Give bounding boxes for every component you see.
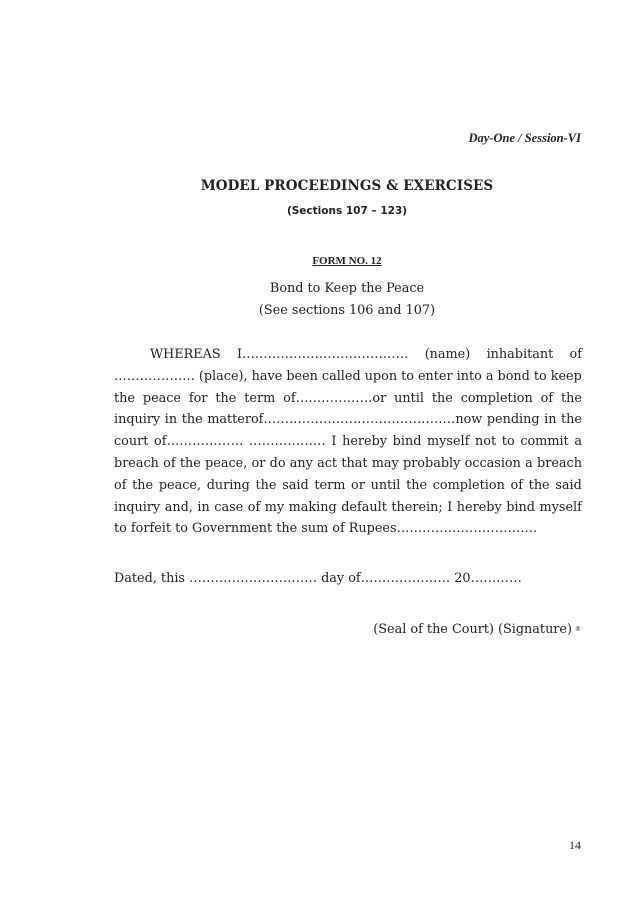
paragraph-word: not <box>475 434 497 450</box>
paragraph-word: of <box>510 477 523 493</box>
paragraph-word: a <box>525 455 533 471</box>
paragraph-word: therein; <box>391 499 443 515</box>
paragraph-line <box>114 453 582 475</box>
paragraph-word: act <box>317 455 338 471</box>
paragraph-word: the <box>406 477 428 493</box>
paragraph-word: term <box>244 390 276 406</box>
paragraph-word: the <box>561 412 582 428</box>
form-name: Bond to Keep the Peace <box>269 281 425 296</box>
paragraph-word: I <box>331 434 337 450</box>
paragraph-word: my <box>264 499 285 515</box>
paragraph-word: for <box>188 390 208 406</box>
paragraph-line <box>114 431 582 453</box>
paragraph-word: of <box>247 499 261 515</box>
paragraph-word: the <box>181 412 203 428</box>
paragraph-line <box>114 344 582 366</box>
paragraph-word: any <box>289 455 313 471</box>
paragraph-word: have <box>251 368 283 384</box>
paragraph-word: WHEREAS <box>150 347 221 362</box>
paragraph-word: the <box>132 477 154 493</box>
bond-paragraph <box>114 344 582 540</box>
paragraph-word: to <box>401 368 414 384</box>
paragraph-word: the <box>215 390 237 406</box>
document-title: MODEL PROCEEDINGS & EXERCISES <box>200 178 494 194</box>
paragraph-word: in <box>164 412 178 428</box>
paragraph-word: (name) <box>424 347 471 362</box>
paragraph-word: inquiry <box>114 499 161 515</box>
paragraph-line <box>114 518 582 540</box>
seal-signature-line <box>373 622 581 637</box>
paragraph-word: said <box>282 477 309 493</box>
paragraph-word: hereby <box>342 434 388 450</box>
paragraph-word: completion <box>432 477 505 493</box>
paragraph-word: said <box>555 477 582 493</box>
paragraph-word: bond <box>497 368 530 384</box>
paragraph-word: occasion <box>464 455 521 471</box>
paragraph-word: and, <box>164 499 193 515</box>
paragraph-word: may <box>371 455 399 471</box>
paragraph-line <box>114 497 582 519</box>
paragraph-word: called <box>321 368 361 384</box>
paragraph-line <box>114 475 582 497</box>
paragraph-word: upon <box>364 368 398 384</box>
seal-signature-text: (Seal of the Court) (Signature) <box>373 622 572 637</box>
paragraph-word: (place), <box>198 368 248 384</box>
paragraph-word: the <box>255 477 277 493</box>
paragraph-word: court <box>114 434 149 450</box>
paragraph-word: enter <box>417 368 453 384</box>
paragraph-word: or <box>251 455 266 471</box>
paragraph-word: keep <box>550 368 582 384</box>
paragraph-word: the <box>528 477 550 493</box>
paragraph-word: myself <box>427 434 470 450</box>
paragraph-word: of <box>163 455 176 471</box>
paragraph-word: peace, <box>158 477 202 493</box>
paragraph-word: making <box>288 499 337 515</box>
paragraph-word: peace, <box>205 455 248 471</box>
paragraph-word: I………………………………… <box>236 347 409 362</box>
paragraph-word: of <box>569 347 582 362</box>
paragraph-word: a <box>485 368 494 384</box>
paragraph-word: term <box>314 477 346 493</box>
paragraph-word: pending <box>486 412 540 428</box>
paragraph-word: inquiry <box>114 412 161 428</box>
paragraph-word: to forfeit to Government the sum of Rupees…………………………… <box>114 521 538 537</box>
paragraph-word: that <box>341 455 368 471</box>
paragraph-word: probably <box>403 455 461 471</box>
paragraph-word: peace <box>142 390 182 406</box>
paragraph-word: breach <box>537 455 582 471</box>
paragraph-word: into <box>456 368 482 384</box>
paragraph-word: the <box>561 390 582 406</box>
paragraph-word: until <box>370 477 401 493</box>
paragraph-word: or <box>351 477 365 493</box>
paragraph-word: breach <box>114 455 159 471</box>
paragraph-word: inhabitant <box>486 347 554 362</box>
paragraph-word: of……………… <box>154 434 244 450</box>
paragraph-word: completion <box>460 390 533 406</box>
paragraph-word: been <box>286 368 318 384</box>
paragraph-word: of………………or <box>283 390 387 406</box>
paragraph-word: of <box>114 477 127 493</box>
paragraph-word: of <box>540 390 554 406</box>
paragraph-word: matterof………………………………………now <box>207 412 483 428</box>
form-number: FORM NO. 12 <box>312 255 382 267</box>
paragraph-word: in <box>197 499 210 515</box>
paragraph-word: in <box>544 412 557 428</box>
form-reference: (See sections 106 and 107) <box>258 303 436 318</box>
sections-subtitle: (Sections 107 – 123) <box>286 205 408 217</box>
paragraph-word: the <box>179 455 201 471</box>
paragraph-word: ………………. <box>114 368 195 384</box>
paragraph-word: a <box>574 434 582 450</box>
paragraph-word: myself <box>539 499 582 515</box>
page-number: 14 <box>569 838 581 852</box>
paragraph-word: commit <box>520 434 569 450</box>
paragraph-line <box>114 366 582 388</box>
signature-mark: ® <box>575 626 581 633</box>
paragraph-word: to <box>533 368 547 384</box>
paragraph-word: case <box>214 499 244 515</box>
paragraph-word: to <box>501 434 515 450</box>
paragraph-word: until <box>394 390 424 406</box>
paragraph-word: hereby <box>456 499 502 515</box>
paragraph-word: bind <box>506 499 535 515</box>
session-header: Day-One / Session-VI <box>468 131 581 145</box>
paragraph-word: during <box>206 477 250 493</box>
paragraph-line <box>114 388 582 410</box>
paragraph-word: ……………… <box>248 434 326 450</box>
paragraph-word: default <box>341 499 387 515</box>
paragraph-line <box>114 409 582 431</box>
paragraph-word: I <box>447 499 453 515</box>
paragraph-word: the <box>431 390 453 406</box>
dated-line: Dated, this ………………………… day of………………… 20………… <box>114 571 522 586</box>
form-heading <box>0 278 638 322</box>
paragraph-word: do <box>269 455 286 471</box>
paragraph-word: bind <box>392 434 422 450</box>
paragraph-word: the <box>114 390 135 406</box>
